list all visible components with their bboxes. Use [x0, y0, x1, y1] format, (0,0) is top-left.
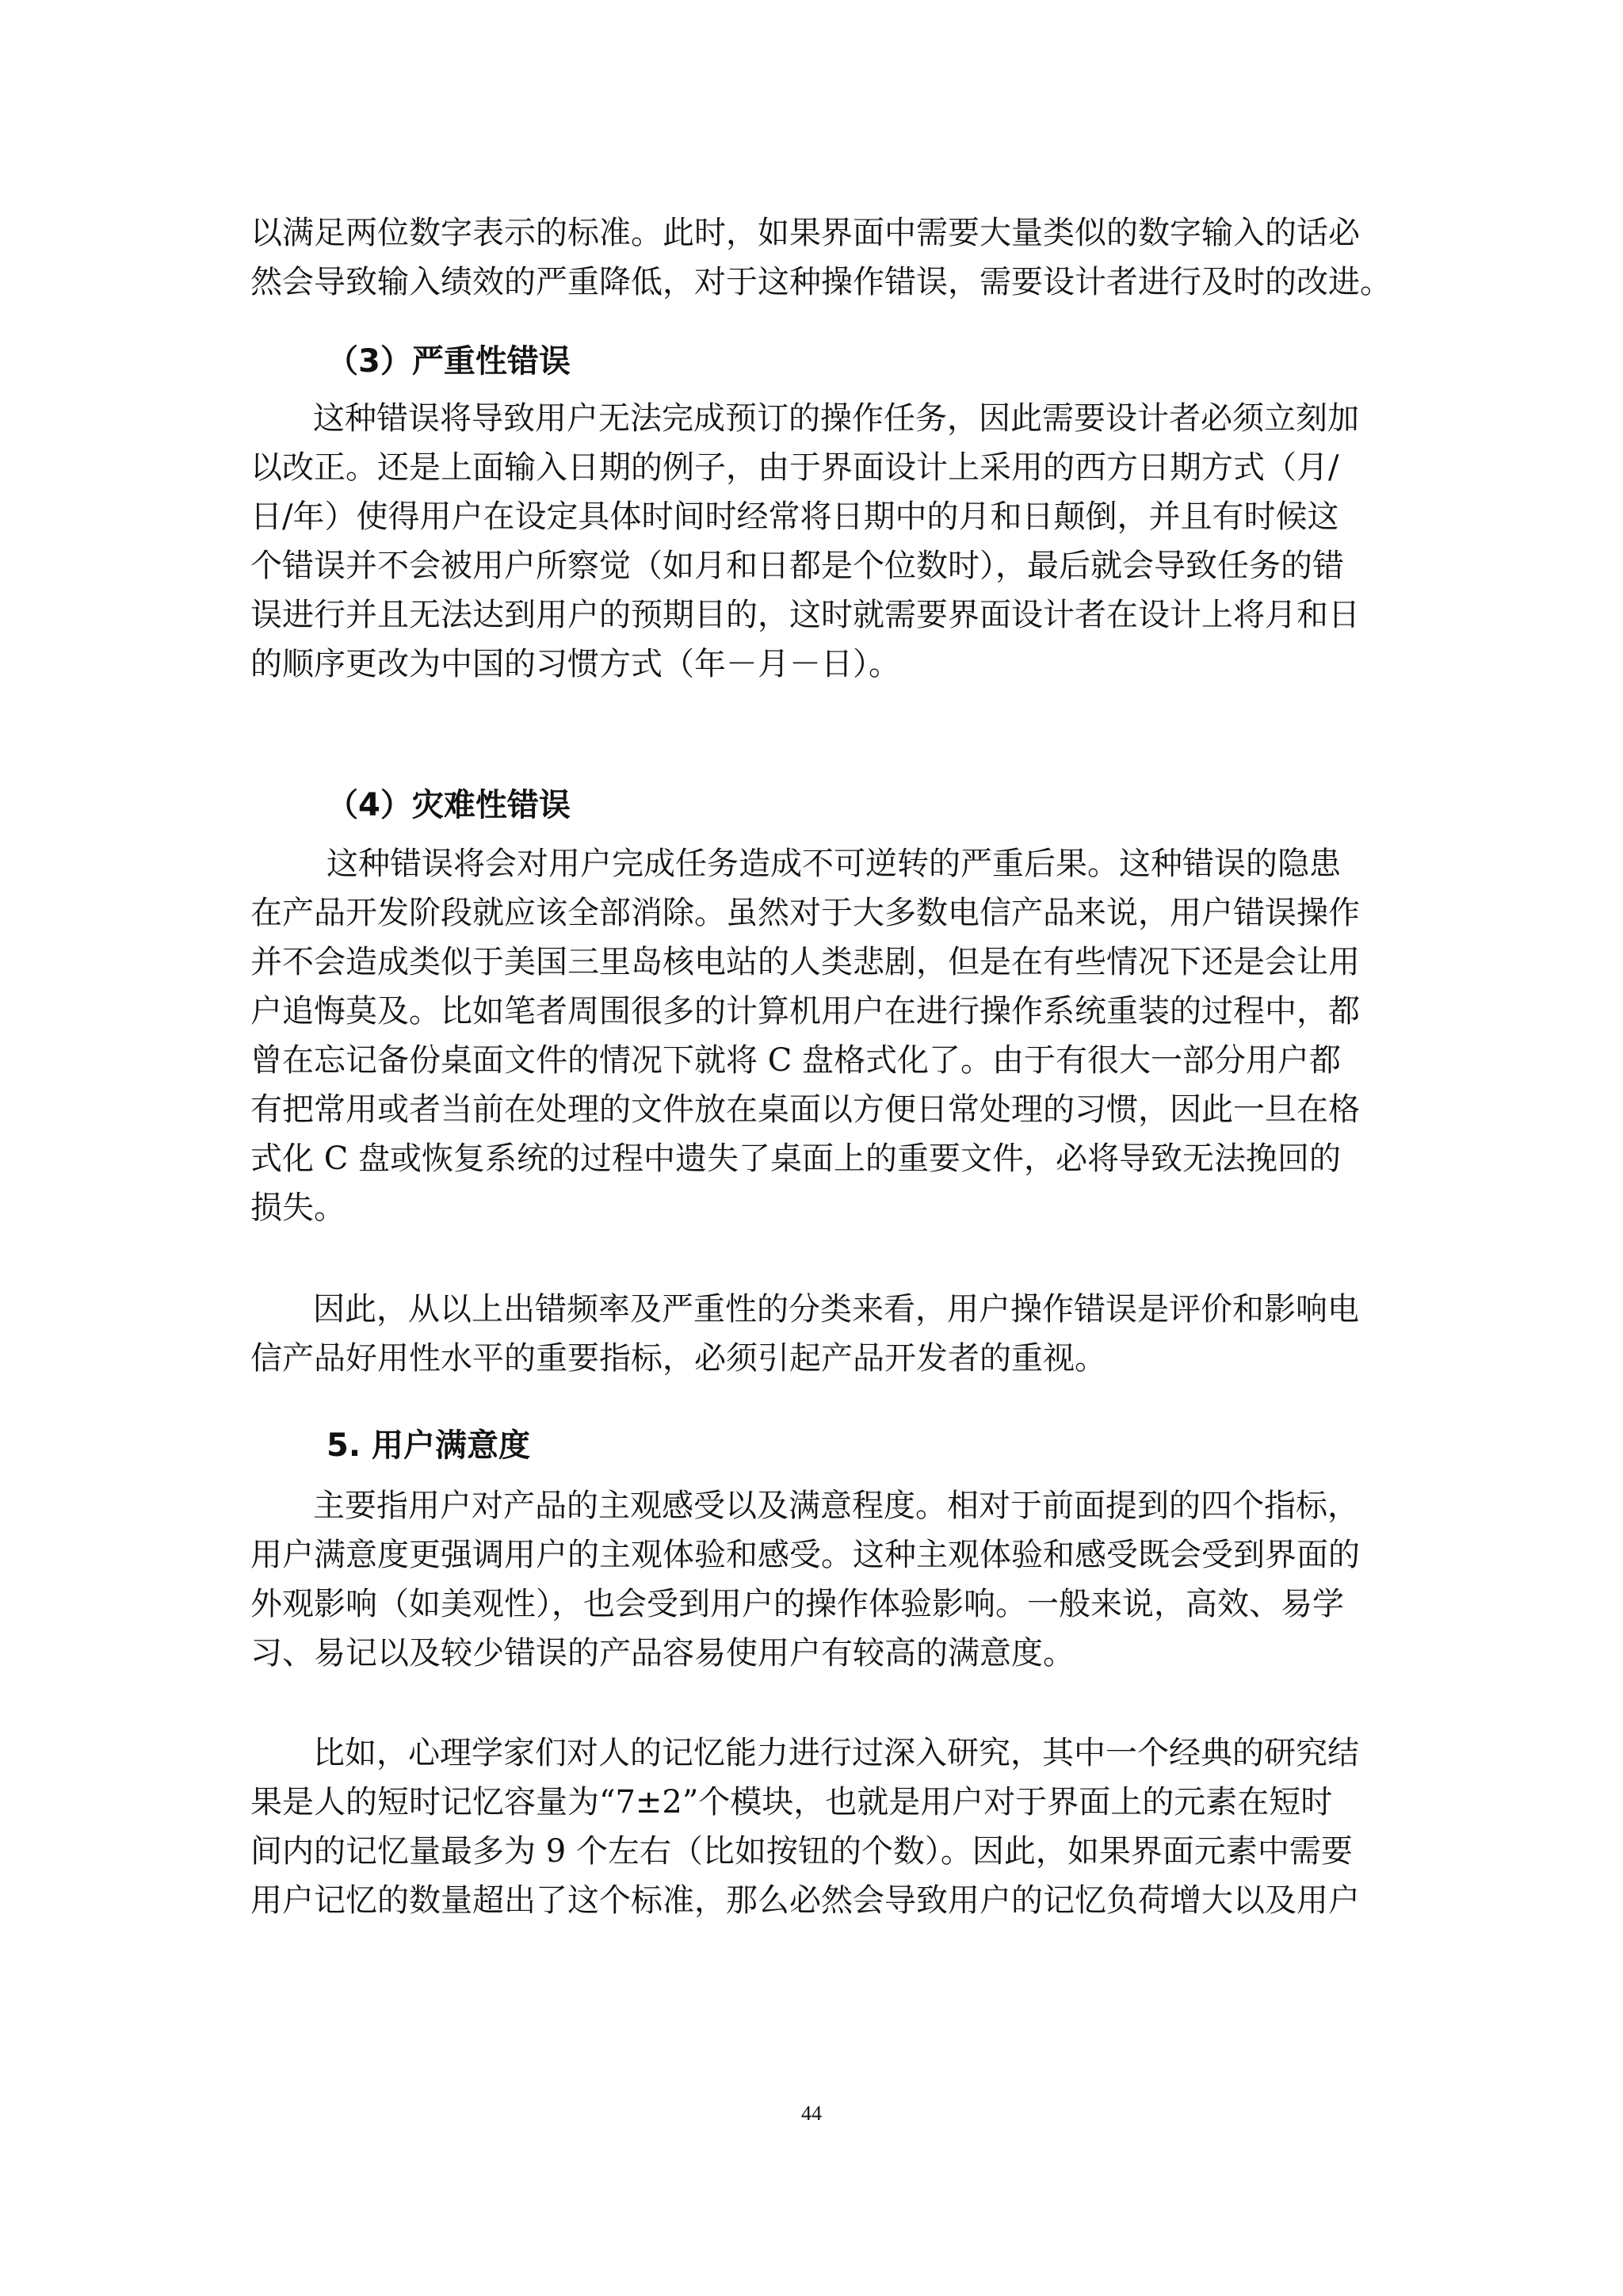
paragraph-line: 并不会造成类似于美国三里岛核电站的人类悲剧，但是在有些情况下还是会让用: [250, 944, 1360, 980]
section-heading-disaster-error: （4）灾难性错误: [327, 787, 571, 823]
paragraph-line: 曾在忘记备份桌面文件的情况下就将 C 盘格式化了。由于有很大一部分用户都: [250, 1042, 1342, 1079]
paragraph-line: 式化 C 盘或恢复系统的过程中遗失了桌面上的重要文件，必将导致无法挽回的: [250, 1140, 1342, 1177]
paragraph-line: 用户满意度更强调用户的主观体验和感受。这种主观体验和感受既会受到界面的: [250, 1537, 1360, 1573]
paragraph-line: 日/年）使得用户在设定具体时间时经常将日期中的月和日颠倒，并且有时候这: [250, 499, 1339, 535]
paragraph-line: 果是人的短时记忆容量为“7±2”个模块，也就是用户对于界面上的元素在短时: [250, 1784, 1333, 1820]
paragraph-line: 主要指用户对产品的主观感受以及满意程度。相对于前面提到的四个指标，: [313, 1488, 1359, 1524]
paragraph-line: 比如，心理学家们对人的记忆能力进行过深入研究，其中一个经典的研究结: [313, 1735, 1359, 1771]
paragraph-line: 习、易记以及较少错误的产品容易使用户有较高的满意度。: [250, 1635, 1075, 1671]
paragraph-line: 误进行并且无法达到用户的预期目的，这时就需要界面设计者在设计上将月和日: [250, 597, 1360, 633]
paragraph-line: 信产品好用性水平的重要指标，必须引起产品开发者的重视。: [250, 1340, 1106, 1377]
section-heading-severe-error: （3）严重性错误: [327, 343, 571, 380]
paragraph-line: 这种错误将会对用户完成任务造成不可逆转的严重后果。这种错误的隐患: [327, 846, 1341, 882]
paragraph-line: 用户记忆的数量超出了这个标准，那么必然会导致用户的记忆负荷增大以及用户: [250, 1882, 1360, 1919]
paragraph-line: 然会导致输入绩效的严重降低，对于这种操作错误，需要设计者进行及时的改进。: [250, 264, 1392, 300]
paragraph-line: 以改正。还是上面输入日期的例子，由于界面设计上采用的西方日期方式（月/: [250, 449, 1339, 486]
paragraph-line: 损失。: [250, 1190, 346, 1226]
paragraph-line: 间内的记忆量最多为 9 个左右（比如按钮的个数）。因此，如果界面元素中需要: [250, 1833, 1353, 1870]
paragraph-line: 以满足两位数字表示的标准。此时，如果界面中需要大量类似的数字输入的话必: [250, 215, 1360, 251]
paragraph-line: 有把常用或者当前在处理的文件放在桌面以方便日常处理的习惯，因此一旦在格: [250, 1091, 1360, 1128]
page-number: 44: [801, 2102, 822, 2125]
paragraph-line: 外观影响（如美观性），也会受到用户的操作体验影响。一般来说，高效、易学: [250, 1586, 1344, 1622]
paragraph-line: 户追悔莫及。比如笔者周围很多的计算机用户在进行操作系统重装的过程中，都: [250, 993, 1360, 1030]
paragraph-line: 这种错误将导致用户无法完成预订的操作任务，因此需要设计者必须立刻加: [313, 400, 1359, 437]
paragraph-line: 在产品开发阶段就应该全部消除。虽然对于大多数电信产品来说，用户错误操作: [250, 895, 1360, 931]
paragraph-line: 的顺序更改为中国的习惯方式（年－月－日）。: [250, 646, 900, 682]
paragraph-line: 个错误并不会被用户所察觉（如月和日都是个位数时），最后就会导致任务的错: [250, 548, 1344, 584]
section-heading-user-satisfaction: 5. 用户满意度: [327, 1427, 530, 1464]
paragraph-line: 因此，从以上出错频率及严重性的分类来看，用户操作错误是评价和影响电: [313, 1291, 1359, 1328]
